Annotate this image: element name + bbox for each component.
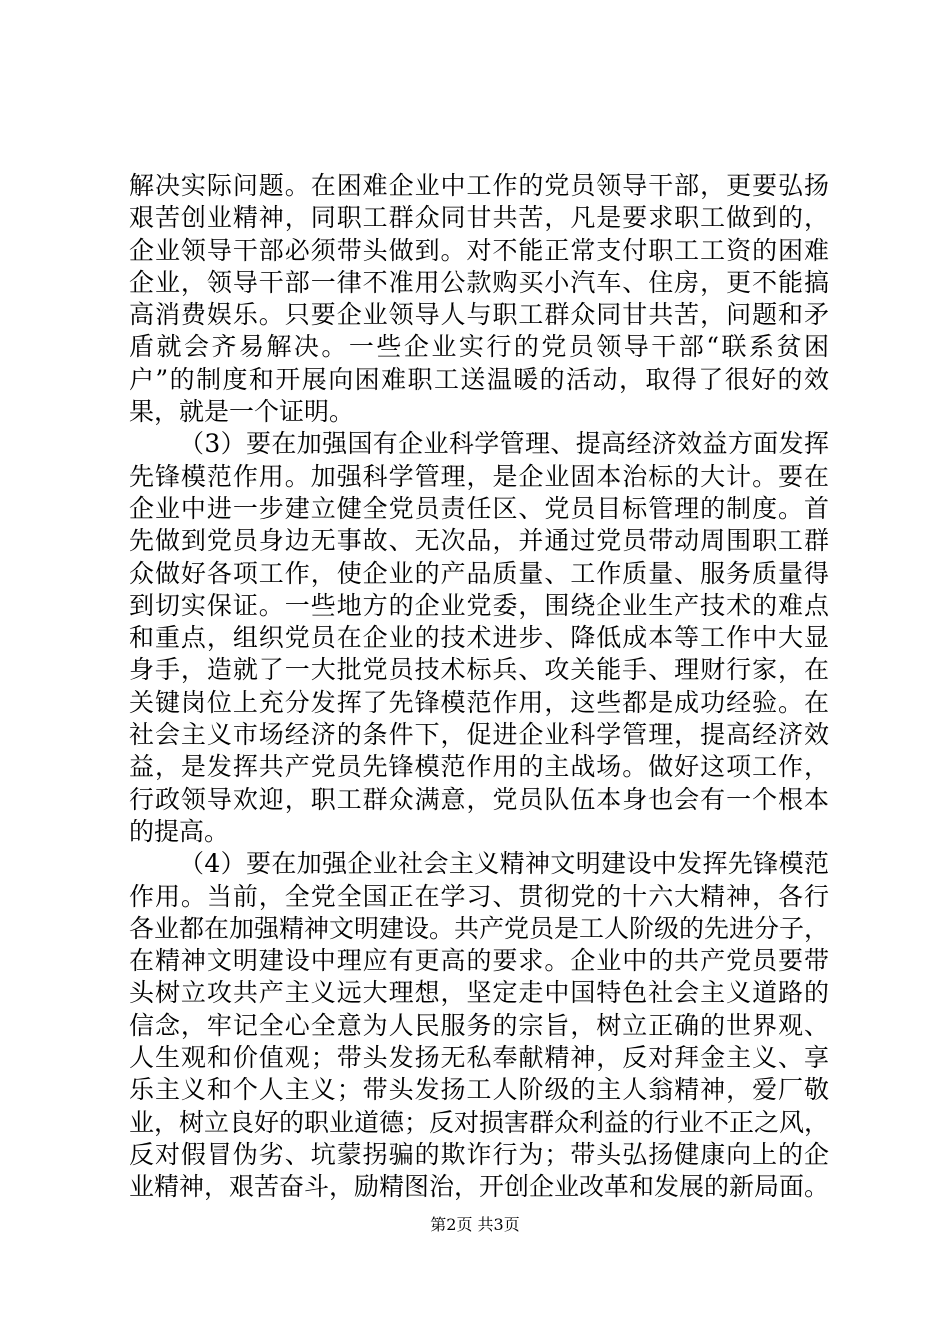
text-line: 人生观和价值观；带头发扬无私奉献精神，反对拜金主义、享 (129, 1043, 829, 1073)
text-line: 果，就是一个证明。 (129, 397, 355, 427)
text-line: 在精神文明建设中理应有更高的要求。企业中的共产党员要带 (129, 946, 829, 976)
text-line: 先做到党员身边无事故、无次品，并通过党员带动周围职工群 (129, 526, 829, 556)
document-body (129, 170, 829, 1204)
text-line: 头树立攻共产主义远大理想，坚定走中国特色社会主义道路的 (129, 978, 829, 1008)
text-line: 作用。当前，全党全国正在学习、贯彻党的十六大精神，各行 (129, 881, 829, 911)
text-line: 户”的制度和开展向困难职工送温暖的活动，取得了很好的效 (129, 364, 829, 394)
text-line: 益，是发挥共产党员先锋模范作用的主战场。做好这项工作， (129, 752, 829, 782)
text-line: 身手，造就了一大批党员技术标兵、攻关能手、理财行家，在 (129, 655, 829, 685)
text-line: 行政领导欢迎，职工群众满意，党员队伍本身也会有一个根本 (129, 784, 829, 814)
text-line: 解决实际问题。在困难企业中工作的党员领导干部，更要弘扬 (129, 171, 829, 200)
paragraph-start-line: （3）要在加强国有企业科学管理、提高经济效益方面发挥 (179, 429, 829, 459)
text-line: 的提高。 (129, 816, 230, 846)
text-line: 和重点，组织党员在企业的技术进步、降低成本等工作中大显 (129, 623, 829, 653)
page-number-label: 第2页 共3页 (430, 1215, 520, 1234)
text-line: 企业，领导干部一律不准用公款购买小汽车、住房，更不能搞 (129, 267, 829, 297)
text-line: 艰苦创业精神，同职工群众同甘共苦，凡是要求职工做到的， (129, 203, 829, 233)
text-line: 业，树立良好的职业道德；反对损害群众利益的行业不正之风， (129, 1107, 830, 1137)
text-line: 高消费娱乐。只要企业领导人与职工群众同甘共苦，问题和矛 (129, 300, 829, 330)
text-line: 信念，牢记全心全意为人民服务的宗旨，树立正确的世界观、 (129, 1010, 829, 1040)
text-line: 社会主义市场经济的条件下，促进企业科学管理，提高经济效 (129, 720, 829, 750)
text-line: 到切实保证。一些地方的企业党委，围绕企业生产技术的难点 (129, 590, 829, 620)
text-line: 关键岗位上充分发挥了先锋模范作用，这些都是成功经验。在 (129, 687, 829, 717)
text-line: 业精神，艰苦奋斗，励精图治，开创企业改革和发展的新局面。 (129, 1172, 830, 1202)
text-line: 企业领导干部必须带头做到。对不能正常支付职工工资的困难 (129, 235, 829, 265)
text-line: 盾就会齐易解决。一些企业实行的党员领导干部“联系贫困 (129, 332, 829, 362)
text-line: 乐主义和个人主义；带头发扬工人阶级的主人翁精神，爱厂敬 (129, 1075, 829, 1105)
text-line: 先锋模范作用。加强科学管理，是企业固本治标的大计。要在 (129, 461, 829, 491)
paragraph-start-line: （4）要在加强企业社会主义精神文明建设中发挥先锋模范 (179, 849, 829, 879)
text-line: 众做好各项工作，使企业的产品质量、工作质量、服务质量得 (129, 558, 829, 588)
text-line: 反对假冒伪劣、坑蒙拐骗的欺诈行为；带头弘扬健康向上的企 (129, 1139, 829, 1169)
text-line: 各业都在加强精神文明建设。共产党员是工人阶级的先进分子， (129, 913, 830, 943)
page-footer (0, 1215, 950, 1235)
text-line: 企业中进一步建立健全党员责任区、党员目标管理的制度。首 (129, 493, 829, 523)
